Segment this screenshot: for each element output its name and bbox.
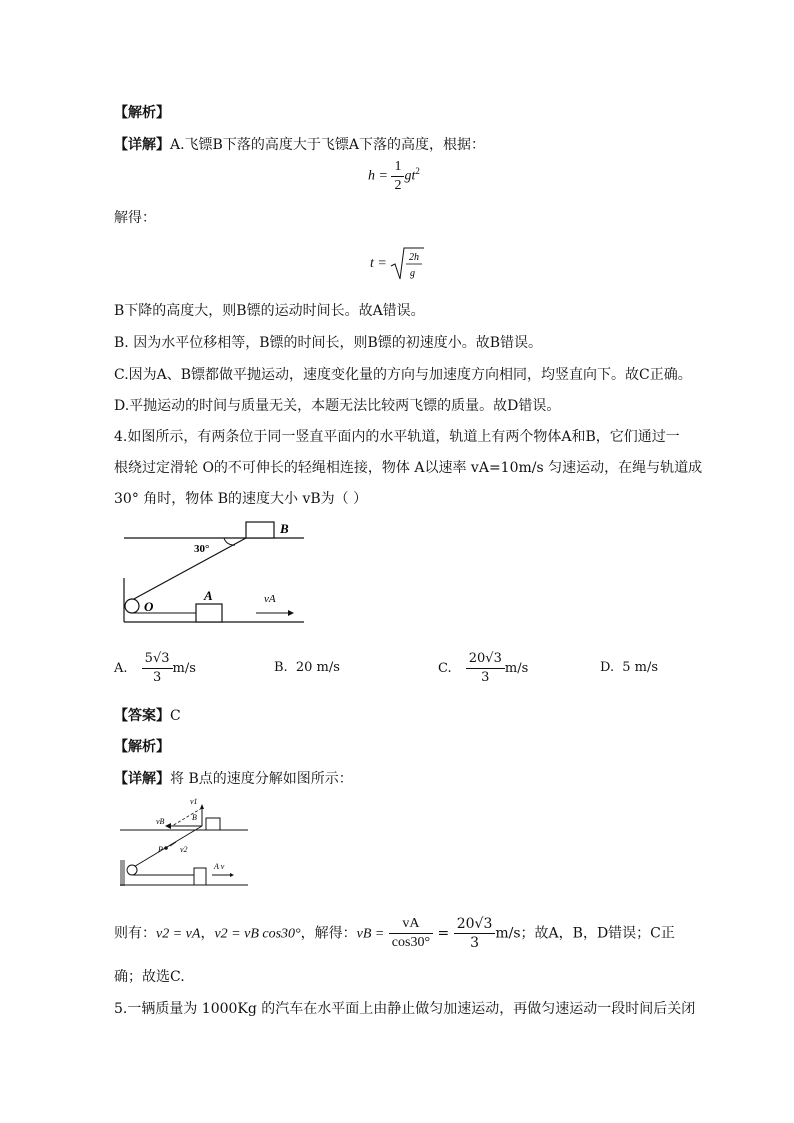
dashed-line — [172, 808, 202, 826]
formula-h-lhs: h = — [368, 168, 388, 184]
conclusion-prefix: 则有： — [114, 925, 156, 942]
eq3-unit: m/s — [495, 925, 521, 942]
analysis-heading-2: 【解析】 — [114, 739, 170, 755]
svg-text:2h: 2h — [409, 252, 420, 263]
figure-pulley-tracks — [118, 518, 318, 630]
option-b-text: 20 m/s — [295, 660, 340, 675]
conclusion-tail: ；故A，B，D错误；C正 — [520, 925, 675, 942]
option-c-fraction — [466, 650, 505, 687]
option-c — [438, 650, 528, 687]
figure-velocity-decomposition — [118, 796, 252, 888]
solve-label: 解得： — [114, 210, 156, 226]
solve-inline: ，解得： — [300, 925, 357, 942]
angle-arc — [224, 538, 235, 545]
option-c-label: C. — [438, 661, 452, 676]
question4-line3: 30° 角时，物体 B的速度大小 vB为（ ） — [114, 491, 368, 507]
eq3-lhs: vB = — [356, 926, 385, 942]
formula-h-fraction: $\frac{1}{2}$ — [391, 158, 404, 195]
decompose-text: 将 B点的速度分解如图所示： — [170, 771, 353, 787]
vb-arrowhead — [165, 823, 171, 829]
answer-label: 【答案】 — [114, 708, 170, 724]
detail-label: 【详解】 — [114, 137, 170, 153]
block-b — [246, 522, 274, 538]
option-a-fraction — [142, 650, 173, 687]
line-b-fall: B下降的高度大，则B镖的运动时间长。故A错误。 — [114, 303, 425, 319]
va-arrowhead-2 — [230, 873, 234, 877]
eq3-num: vA — [389, 915, 433, 934]
formula-h: h = $\frac{1}{2}$ $gt^2$ — [368, 159, 420, 193]
eq3-fraction-2 — [454, 915, 496, 952]
formula-t-lhs: t = — [370, 256, 387, 272]
label-b-2: B — [192, 813, 197, 822]
label-av: A v — [214, 862, 225, 871]
v2-arrow — [170, 842, 176, 846]
option-b-label: B. — [274, 660, 288, 675]
option-d — [600, 660, 658, 675]
option-d-label: D. — [600, 660, 615, 675]
eq3-num2: 20√3 — [454, 915, 496, 934]
label-v2: v2 — [180, 845, 188, 854]
analysis-heading: 【解析】 — [114, 105, 170, 121]
question4-line1: 4.如图所示，有两条位于同一竖直平面内的水平轨道，轨道上有两个物体A和B，它们通过一 — [114, 429, 680, 445]
option-c-num: 20√3 — [466, 650, 505, 669]
label-p: P — [158, 845, 163, 854]
conclusion-line-2: 确；故选C. — [114, 969, 185, 985]
detail-label-2: 【详解】 — [114, 771, 170, 787]
block-a — [196, 604, 222, 622]
point-p — [164, 846, 168, 850]
rope-upper — [132, 538, 246, 600]
detail-paragraph-a — [114, 136, 485, 154]
label-va: vA — [264, 593, 276, 605]
label-vb: vB — [156, 817, 165, 826]
answer-value: C — [170, 708, 181, 724]
eq3-fraction — [389, 915, 433, 952]
question4-line2: 根绕过定滑轮 O的不可伸长的轻绳相连接，物体 A以速率 vA=10m/s 匀速运动，在绳与轨道成 — [114, 460, 703, 476]
label-o: O — [144, 599, 154, 614]
eq3-den2: 3 — [470, 935, 479, 951]
velocity-arrowhead — [288, 610, 294, 616]
option-b — [274, 660, 340, 675]
eq2: v2 = vB cos30° — [214, 926, 301, 942]
detail-decompose — [114, 770, 353, 788]
option-a — [114, 650, 196, 687]
angle-label: 30° — [194, 543, 210, 555]
option-c-den: 3 — [481, 670, 490, 685]
eq1: v2 = vA — [156, 926, 201, 942]
option-a-den: 3 — [152, 670, 162, 685]
answer-line — [114, 707, 181, 725]
option-a-label: A. — [114, 661, 128, 676]
question5-line1: 5.一辆质量为 1000Kg 的汽车在水平面上由静止做匀加速运动，再做匀速运动一段时间后关闭 — [114, 1001, 696, 1017]
block-a-2 — [194, 868, 206, 885]
label-b: B — [280, 521, 289, 536]
svg-text:g: g — [410, 268, 416, 279]
eq3-den: cos30° — [391, 935, 431, 950]
eq3-mid: = — [437, 925, 450, 942]
line-d: D.平抛运动的时间与质量无关，本题无法比较两飞镖的质量。故D错误。 — [114, 398, 561, 414]
line-b: B. 因为水平位移相等，B镖的时间长，则B镖的初速度小。故B错误。 — [114, 335, 543, 351]
option-c-unit: m/s — [504, 661, 529, 676]
formula-h-tail: gt — [404, 168, 416, 184]
label-v1: v1 — [190, 797, 198, 806]
wall-2 — [120, 860, 125, 886]
option-d-text: 5 m/s — [622, 660, 659, 675]
pulley-o — [125, 599, 139, 613]
paragraph-a-text: A.飞镖B下落的高度大于飞镖A下落的高度，根据： — [170, 137, 485, 153]
option-a-num: 5√3 — [142, 650, 173, 669]
block-b-2 — [206, 818, 220, 830]
line-c: C.因为A、B镖都做平抛运动，速度变化量的方向与加速度方向相同，均竖直向下。故C正确。 — [114, 367, 692, 383]
formula-t — [370, 246, 424, 282]
conclusion-line: 则有：v2 = vA，v2 = vB cos30°，解得：vB = $\frac{vA}{\cos 30^\circ}$ = $\frac{20√3}{3}$ m/s；故A，B，D错误；C正 — [114, 916, 675, 951]
pulley-2 — [127, 865, 137, 875]
option-a-unit: m/s — [172, 661, 196, 676]
label-a: A — [204, 588, 213, 603]
sqrt-symbol — [390, 246, 424, 282]
